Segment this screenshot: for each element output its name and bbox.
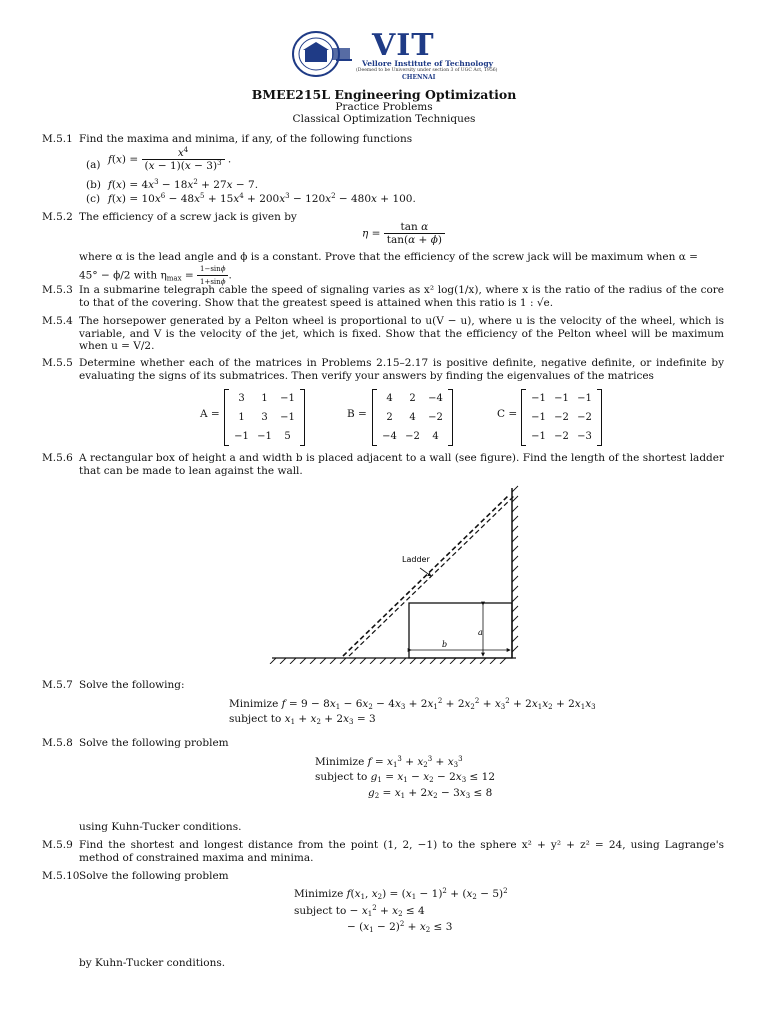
problem-number: M.5.7	[42, 679, 73, 691]
height-label: a	[478, 628, 483, 637]
function-b: $f(x) = 4x^3 - 18x^2 + 27x - 7$.	[108, 178, 259, 191]
function-a: f(x) = $\frac{x^4}{(x - 1)(x - 3)^3}$ .	[108, 146, 232, 172]
ladder-figure	[268, 484, 522, 664]
problem-text: Find the shortest and longest distance from the point (1, 2, −1) to the sphere x² + y² + z² = 24, using Lagrange's method of constrained maxima and minima.	[79, 839, 724, 864]
problem-text: where α is the lead angle and ϕ is a constant. Prove that the efficiency of the screw jack will be maximum when α =	[79, 251, 698, 263]
wall	[512, 486, 518, 658]
efficiency-equation: η = $\frac{\text{tan α}}{\tan(\alpha + \phi)}$	[362, 221, 445, 246]
sheet-subtitle: Practice Problems	[335, 101, 433, 113]
width-label: b	[442, 640, 448, 649]
problem-text: Determine whether each of the matrices in Problems 2.15–2.17 is positive definite, negative definite, or indefinite by evaluating the signs of its submatrices. Then verify your answers by finding the eigenvalues of the matrices	[79, 357, 724, 382]
problem-tail: by Kuhn-Tucker conditions.	[79, 957, 226, 969]
ground-line	[270, 658, 516, 664]
logo-subtitle: Vellore Institute of Technology	[362, 59, 494, 68]
objective-7: Minimize $f = 9 - 8x_1 - 6x_2 - 4x_3 + 2x_1^2 + 2x_2^2 + x_3^2 + 2x_1x_2 + 2x_1x_3$	[229, 697, 596, 711]
problem-number: M.5.9	[42, 839, 73, 851]
constraint-8b: $g_2 = x_1 + 2x_2 - 3x_3 \le 8$	[368, 787, 493, 800]
problem-text: 45° − ϕ/2 with $\eta_{max}$ = $\frac{1-\sin\phi}{1+\sin\phi}$ .	[79, 265, 232, 286]
objective-8: Minimize $f = x_1^3 + x_2^3 + x_3^3$	[315, 755, 463, 769]
vit-logo	[290, 28, 498, 82]
matrix-b: 4 2 −4 2 4 −2 −4 −2 4	[372, 389, 453, 446]
problem-text: A rectangular box of height a and width b is placed adjacent to a wall (see figure). Find the length of the shortest ladder that can be made to lean against the wall.	[79, 452, 724, 477]
logo-city: CHENNAI	[402, 74, 436, 81]
item-label: (c)	[86, 193, 101, 205]
item-label: (b)	[86, 179, 101, 191]
problem-number: M.5.3	[42, 284, 73, 296]
ladder-line	[349, 496, 514, 656]
problem-number: M.5.8	[42, 737, 73, 749]
problem-number: M.5.5	[42, 357, 73, 369]
constraint-10b: − $(x_1 - 2)^2 + x_2 \le 3$	[347, 920, 453, 934]
problem-number: M.5.4	[42, 315, 73, 327]
problem-text: Solve the following problem	[79, 737, 229, 749]
matrix-label: C =	[497, 408, 518, 420]
function-c: $f(x) = 10x^6 - 48x^5 + 15x^4 + 200x^3 - 120x^2 - 480x + 100$.	[108, 192, 416, 205]
topic-subtitle: Classical Optimization Techniques	[292, 113, 476, 125]
constraint-10a: subject to − $x_1^2 + x_2 \le 4$	[294, 904, 425, 918]
problem-number: M.5.2	[42, 211, 73, 223]
problem-text: Solve the following:	[79, 679, 185, 691]
matrix-a: 3 1 −1 1 3 −1 −1 −1 5	[224, 389, 305, 446]
problem-text: Solve the following problem	[79, 870, 229, 882]
problem-text: In a submarine telegraph cable the speed of signaling varies as x² log(1/x), where x is the ratio of the radius of the core to that of the covering. Show that the greatest speed is attained when this ratio is 1 : √e.	[79, 284, 724, 309]
problem-text: The efficiency of a screw jack is given by	[79, 211, 297, 223]
logo-note: (Deemed to be University under section 3 of UGC Act, 1956)	[356, 68, 498, 73]
problem-text: Find the maxima and minima, if any, of the following functions	[79, 133, 413, 145]
objective-10: Minimize $f(x_1$, $x_2) = (x_1 - 1)^2 + (x_2 - 5)^2$	[294, 887, 508, 901]
university-seal-icon	[290, 30, 352, 78]
problem-text: The horsepower generated by a Pelton wheel is proportional to u(V − u), where u is the velocity of the wheel, which is variable, and V is the velocity of the jet, which is fixed. Show that the efficiency of the Pelton wheel will be maximum when u = V/2.	[79, 315, 724, 352]
constraint-8a: subject to $g_1 = x_1 - x_2 - 2x_3 \le 12$	[315, 771, 496, 784]
course-title: BMEE215L Engineering Optimization	[251, 87, 517, 102]
logo-wordmark: VIT	[372, 28, 435, 63]
matrix-c: −1 −1 −1 −1 −2 −2 −1 −2 −3	[521, 389, 602, 446]
matrix-label: B =	[347, 408, 367, 420]
problem-number: M.5.1	[42, 133, 73, 145]
matrix-label: A =	[200, 408, 220, 420]
problem-number: M.5.10	[42, 870, 80, 882]
problem-number: M.5.6	[42, 452, 73, 464]
ladder-label: Ladder	[402, 555, 430, 564]
item-label: (a)	[86, 159, 101, 171]
constraint-7: subject to $x_1 + x_2 + 2x_3 = 3$	[229, 713, 376, 726]
problem-tail: using Kuhn-Tucker conditions.	[79, 821, 242, 833]
